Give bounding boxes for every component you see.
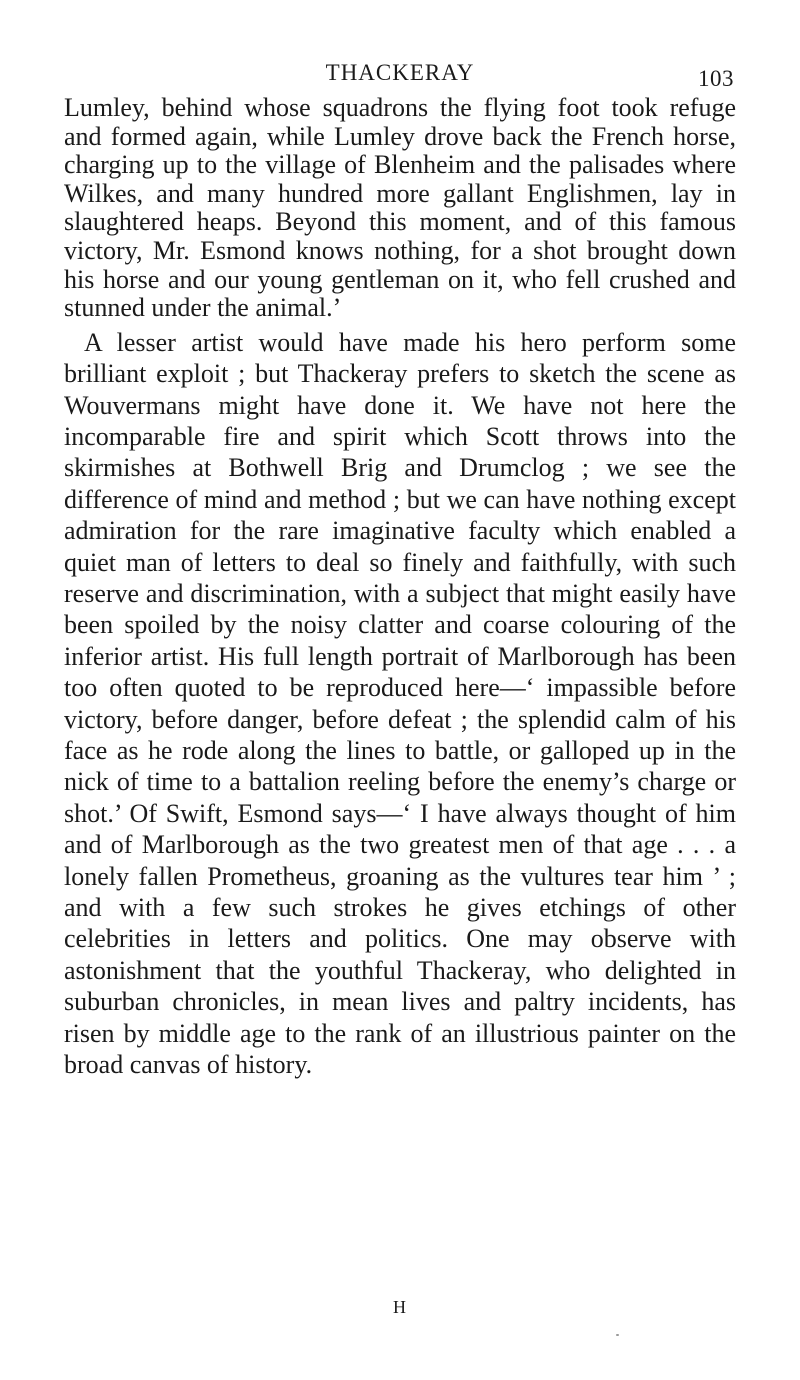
page-number: 103 — [698, 66, 734, 91]
paragraph-commentary: A lesser artist would have made his hero perform some brilliant exploit ; but Thackeray prefers to sketch the scene as Wouvermans might have done it. We have not here the incomparable fire and spirit which Scott throws into the skirmishes at Bothwell Brig and Drumclog ; we see the difference of mind and method ; but we can have nothing except admiration for the rare imaginative faculty which enabled a quiet man of letters to deal so finely and faithfully, with such reserve and discrimination, with a subject that might easily have been spoiled by the noisy clatter and coarse colouring of the inferior artist. His full length portrait of Marlborough has been too often quoted to be reproduced here—‘ impassible before victory, before danger, before defeat ; the splendid calm of his face as he rode along the lines to battle, or galloped up in the nick of time to a battalion reeling before the enemy’s charge or shot.’ Of Swift, Esmond says—‘ I have always thought of him and of Marlborough as the two greatest men of that age . . . a lonely fallen Prometheus, groaning as the vultures tear him ’ ; and with a few such strokes he gives etchings of other celebrities in letters and politics. One may observe with astonishment that the youthful Thackeray, who delighted in suburban chronicles, in mean lives and paltry incidents, has risen by middle age to the rank of an illustrious painter on the broad canvas of history. — [64, 327, 736, 1080]
signature-mark: H — [393, 1297, 407, 1317]
book-page — [64, 56, 736, 1081]
print-speck — [616, 1334, 619, 1336]
running-title: THACKERAY — [325, 60, 475, 85]
paragraph-continued-quote: Lumley, behind whose squadrons the flying foot took refuge and formed again, while Lumley drove back the French horse, charging up to the village of Blenheim and the palisades where Wilkes, and many hundred more gallant Englishmen, lay in slaughtered heaps. Beyond this moment, and of this famous victory, Mr. Esmond knows nothing, for a shot brought down his horse and our young gentleman on it, who fell crushed and stunned under the animal.’ — [64, 93, 736, 323]
running-head — [64, 56, 736, 94]
